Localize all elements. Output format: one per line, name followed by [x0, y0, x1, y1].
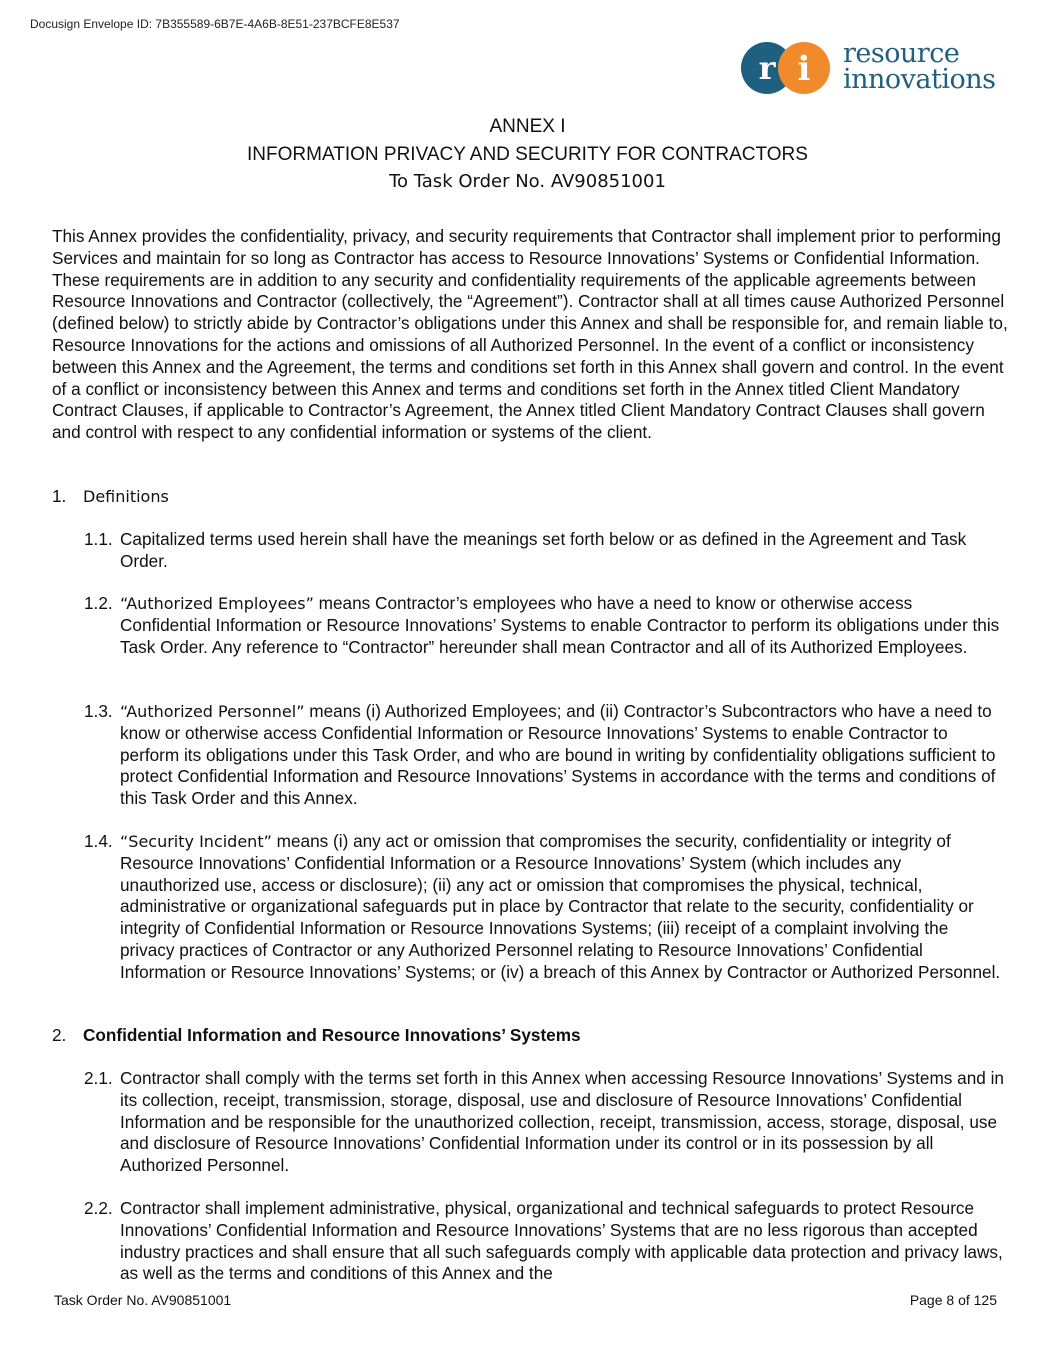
- item-number: 2.1.: [84, 1068, 113, 1088]
- item-text: Capitalized terms used herein shall have the meanings set forth below or as defined in the Agreement and Task Order.: [120, 529, 967, 571]
- item-number: 1.2.: [84, 593, 113, 613]
- item-text: means Contractor’s employees who have a need to know or otherwise access Confidential Information or Resource Innovations’ Systems to enable Contractor to perform its obligations under this Task Order. Any reference to “Contractor” hereunder shall mean Contractor and all of its Authorized Employees.: [120, 593, 1000, 657]
- item-text: Contractor shall implement administrative, physical, organizational and technical safeguards to protect Resource Innovations’ Confidential Information and Resource Innovations’ Systems that are no less rigorous than accepted industry practices and shall ensure that all such safeguards comply with applicable data protection and privacy laws, as well as the terms and conditions of this Annex and the: [120, 1198, 1003, 1284]
- section-heading: Confidential Information and Resource Innovations’ Systems: [83, 1025, 581, 1045]
- footer-task-order: Task Order No. AV90851001: [54, 1292, 232, 1308]
- footer-page-number: Page 8 of 125: [909, 1292, 997, 1308]
- svg-text:i: i: [797, 49, 811, 89]
- item-number: 2.2.: [84, 1198, 113, 1218]
- defined-term: “Authorized Personnel”: [120, 702, 305, 721]
- logo-word-innovations: innovations: [843, 64, 996, 95]
- list-item: [84, 1198, 1004, 1285]
- intro-paragraph: This Annex provides the confidentiality, privacy, and security requirements that Contractor shall implement prior to performing Services and maintain for so long as Contractor has access to Resource Innovations’ Systems or Confidential Information. These requirements are in addition to any security and confidentiality requirements of the applicable agreements between Resource Innovations and Contractor (collectively, the “Agreement”). Contractor shall at all times cause Authorized Personnel (defined below) to strictly abide by Contractor’s obligations under this Annex and shall be responsible for, and remain liable to, Resource Innovations for the actions and omissions of all Authorized Personnel. In the event of a conflict or inconsistency between this Annex and the Agreement, the terms and conditions set forth in this Annex shall govern and control. In the event of a conflict or inconsistency between this Annex and terms and conditions set forth in the Annex titled Client Mandatory Contract Clauses, if applicable to Contractor’s Agreement, the Annex titled Client Mandatory Contract Clauses shall govern and control with respect to any confidential information or systems of the client.: [52, 226, 1008, 443]
- defined-term: “Security Incident”: [120, 832, 272, 851]
- task-order-title: To Task Order No. AV90851001: [389, 171, 666, 192]
- svg-text:r: r: [758, 49, 776, 87]
- section-number: 1.: [52, 486, 67, 506]
- envelope-id: Docusign Envelope ID: 7B355589-6B7E-4A6B-8E51-237BCFE8E537: [30, 17, 400, 31]
- annex-title: ANNEX I: [489, 116, 566, 137]
- item-number: 1.4.: [84, 831, 113, 851]
- list-item: [84, 529, 1004, 573]
- item-text: means (i) Authorized Employees; and (ii) Contractor’s Subcontractors who have a need to know or otherwise access Confidential Information or Resource Innovations’ Systems to enable Contractor to perform its obligations under this Task Order, and who are bound in writing by confidentiality obligations sufficient to protect Confidential Information and Resource Innovations’ Systems in accordance with the terms and conditions of this Task Order and this Annex.: [120, 701, 996, 809]
- list-item: [84, 831, 1004, 984]
- item-number: 1.1.: [84, 529, 113, 549]
- annex-subtitle: INFORMATION PRIVACY AND SECURITY FOR CONTRACTORS: [247, 144, 808, 165]
- item-text: means (i) any act or omission that compromises the security, confidentiality or integrity of Resource Innovations’ Confidential Information or a Resource Innovations’ System (which includes any unauthorized use, access or disclosure); (ii) any act or omission that compromises the physical, technical, administrative or organizational safeguards put in place by Contractor that relate to the security, confidentiality or integrity of Confidential Information or Resource Innovations Systems; (iii) receipt of a complaint involving the privacy practices of Contractor or any Authorized Personnel relating to Resource Innovations’ Confidential Information or Resource Innovations’ Systems; or (iv) a breach of this Annex by Contractor or Authorized Personnel.: [120, 831, 1001, 982]
- section-number: 2.: [52, 1025, 67, 1045]
- logo-word-resource: resource: [843, 38, 960, 69]
- list-item: [84, 701, 1004, 810]
- list-item: [84, 1068, 1004, 1177]
- defined-term: “Authorized Employees”: [120, 594, 314, 613]
- ri-logo-mark-icon: [740, 41, 836, 97]
- section-heading: Definitions: [83, 487, 169, 506]
- company-logo: [740, 38, 1010, 97]
- item-text: Contractor shall comply with the terms set forth in this Annex when accessing Resource Innovations’ Systems and in its collection, receipt, transmission, storage, disposal, use and disclosure of Resource Innovations’ Confidential Information and be responsible for the unauthorized collection, receipt, transmission, access, storage, disposal, use and disclosure of Resource Innovations’ Confidential Information under its control or in its possession by all Authorized Personnel.: [120, 1068, 1004, 1176]
- list-item: [84, 593, 1004, 658]
- item-number: 1.3.: [84, 701, 113, 721]
